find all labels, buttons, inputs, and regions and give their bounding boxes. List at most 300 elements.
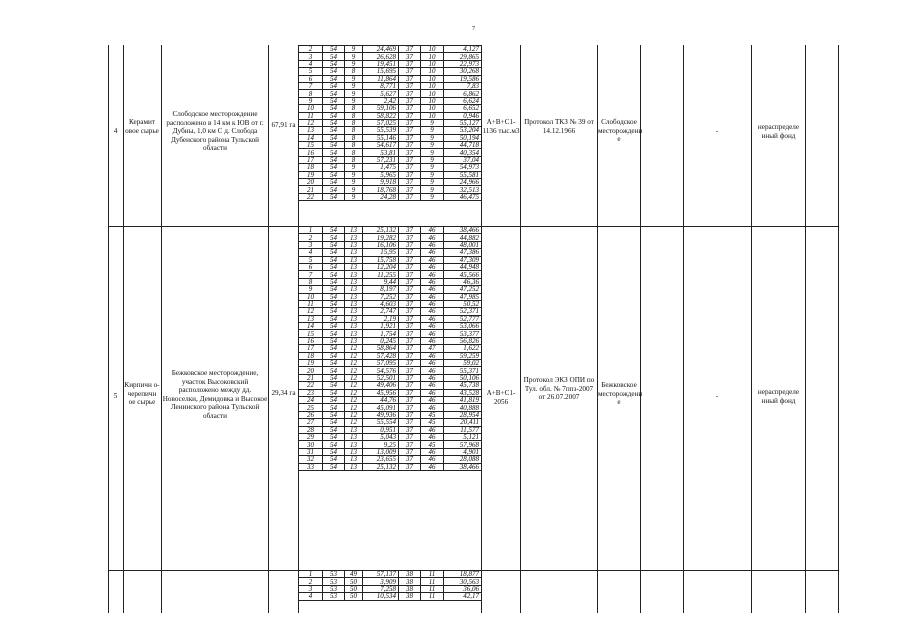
lon-minutes: 9 xyxy=(421,134,444,141)
lat-degrees: 54 xyxy=(323,396,345,403)
lon-degrees: 37 xyxy=(399,97,421,104)
coordinate-row xyxy=(299,593,482,600)
lat-seconds: 19,282 xyxy=(363,234,399,241)
lon-seconds: 37,04 xyxy=(444,156,482,163)
lat-degrees: 54 xyxy=(323,234,345,241)
lon-degrees: 37 xyxy=(399,278,421,285)
lat-degrees: 54 xyxy=(323,337,345,344)
lat-minutes: 12 xyxy=(345,404,363,411)
lat-degrees: 54 xyxy=(323,127,345,134)
lat-degrees: 54 xyxy=(323,60,345,67)
point-number: 17 xyxy=(299,156,323,163)
lat-minutes: 8 xyxy=(345,105,363,112)
lat-degrees: 54 xyxy=(323,345,345,352)
point-number: 16 xyxy=(299,149,323,156)
lon-seconds: 1,622 xyxy=(444,345,482,352)
lat-minutes: 13 xyxy=(345,263,363,270)
lon-seconds: 44,948 xyxy=(444,263,482,270)
lat-minutes: 13 xyxy=(345,308,363,315)
lat-degrees: 54 xyxy=(323,389,345,396)
lat-degrees: 54 xyxy=(323,68,345,75)
lon-degrees: 37 xyxy=(399,234,421,241)
point-number: 5 xyxy=(299,68,323,75)
coordinate-row xyxy=(299,382,482,389)
lat-seconds: 53,81 xyxy=(363,149,399,156)
lon-degrees: 37 xyxy=(399,186,421,193)
point-number: 4 xyxy=(299,593,323,600)
lat-minutes: 13 xyxy=(345,330,363,337)
lat-seconds: 15,95 xyxy=(363,249,399,256)
lat-minutes: 50 xyxy=(345,593,363,600)
lon-minutes: 46 xyxy=(421,352,444,359)
point-number: 11 xyxy=(299,112,323,119)
deposit-location: Слободское месторождение расположено в 14 км к ЮВ от г. Дубны, 1,0 км С д. Слобода Дубенского района Тульской области xyxy=(166,110,264,153)
coordinates-table-row5 xyxy=(298,226,482,471)
lon-seconds: 44,882 xyxy=(444,234,482,241)
coordinate-row xyxy=(299,263,482,270)
lat-minutes: 12 xyxy=(345,411,363,418)
lon-seconds: 56,826 xyxy=(444,337,482,344)
row-number: 5 xyxy=(113,392,118,400)
col-line xyxy=(838,45,839,613)
point-number: 1 xyxy=(299,571,323,578)
lat-degrees: 53 xyxy=(323,585,345,592)
lat-degrees: 54 xyxy=(323,448,345,455)
point-number: 14 xyxy=(299,323,323,330)
lat-minutes: 9 xyxy=(345,179,363,186)
lat-degrees: 54 xyxy=(323,119,345,126)
lon-degrees: 37 xyxy=(399,396,421,403)
lat-minutes: 12 xyxy=(345,345,363,352)
point-number: 19 xyxy=(299,171,323,178)
coordinate-row xyxy=(299,82,482,89)
mineral-type: Керамит овое сырье xyxy=(125,118,159,135)
coordinate-row xyxy=(299,46,482,53)
lon-degrees: 37 xyxy=(399,193,421,200)
lat-seconds: 12,204 xyxy=(363,263,399,270)
point-number: 21 xyxy=(299,374,323,381)
lat-minutes: 8 xyxy=(345,112,363,119)
lon-degrees: 37 xyxy=(399,249,421,256)
lat-degrees: 54 xyxy=(323,300,345,307)
lat-degrees: 54 xyxy=(323,367,345,374)
lat-minutes: 13 xyxy=(345,300,363,307)
lon-degrees: 37 xyxy=(399,433,421,440)
lon-degrees: 37 xyxy=(399,286,421,293)
fund-status: нераспределе нный фонд xyxy=(757,123,800,140)
lat-minutes: 13 xyxy=(345,337,363,344)
lon-degrees: 37 xyxy=(399,75,421,82)
coordinate-row xyxy=(299,234,482,241)
coordinate-row xyxy=(299,367,482,374)
lon-minutes: 46 xyxy=(421,286,444,293)
lat-degrees: 54 xyxy=(323,82,345,89)
lon-degrees: 37 xyxy=(399,360,421,367)
lat-minutes: 12 xyxy=(345,382,363,389)
point-number: 8 xyxy=(299,278,323,285)
lat-degrees: 54 xyxy=(323,97,345,104)
lon-seconds: 55,371 xyxy=(444,367,482,374)
lat-degrees: 54 xyxy=(323,164,345,171)
lon-minutes: 9 xyxy=(421,179,444,186)
lon-degrees: 38 xyxy=(399,585,421,592)
lon-minutes: 10 xyxy=(421,105,444,112)
lon-degrees: 37 xyxy=(399,60,421,67)
lat-minutes: 13 xyxy=(345,241,363,248)
coordinate-row xyxy=(299,433,482,440)
lat-degrees: 54 xyxy=(323,374,345,381)
point-number: 14 xyxy=(299,134,323,141)
lon-degrees: 37 xyxy=(399,337,421,344)
protocol-ref: Протокол ЭКЗ ОПИ по Тул. обл. № 7ппз-2007 от 26.07.2007 xyxy=(523,376,595,402)
fund-status: нераспределе нный фонд xyxy=(757,388,800,405)
lon-degrees: 37 xyxy=(399,374,421,381)
lon-degrees: 37 xyxy=(399,156,421,163)
lat-minutes: 13 xyxy=(345,227,363,234)
lon-seconds: 29,865 xyxy=(444,53,482,60)
lon-seconds: 11,577 xyxy=(444,426,482,433)
lon-minutes: 10 xyxy=(421,112,444,119)
lat-minutes: 8 xyxy=(345,134,363,141)
lon-minutes: 47 xyxy=(421,345,444,352)
lat-seconds: 57,025 xyxy=(363,119,399,126)
lat-seconds: 19,451 xyxy=(363,60,399,67)
point-number: 2 xyxy=(299,578,323,585)
lat-seconds: 0,951 xyxy=(363,426,399,433)
lon-minutes: 10 xyxy=(421,60,444,67)
lat-minutes: 8 xyxy=(345,156,363,163)
lat-degrees: 54 xyxy=(323,149,345,156)
point-number: 10 xyxy=(299,293,323,300)
lon-minutes: 9 xyxy=(421,149,444,156)
lon-degrees: 37 xyxy=(399,330,421,337)
lon-seconds: 20,411 xyxy=(444,419,482,426)
lon-degrees: 37 xyxy=(399,441,421,448)
lat-minutes: 12 xyxy=(345,374,363,381)
lon-seconds: 46,475 xyxy=(444,193,482,200)
lat-minutes: 13 xyxy=(345,323,363,330)
lon-degrees: 37 xyxy=(399,119,421,126)
lat-degrees: 54 xyxy=(323,278,345,285)
lat-seconds: 8,197 xyxy=(363,286,399,293)
lon-degrees: 38 xyxy=(399,578,421,585)
lat-seconds: 55,146 xyxy=(363,134,399,141)
lat-seconds: 11,255 xyxy=(363,271,399,278)
lon-seconds: 40,354 xyxy=(444,149,482,156)
lon-minutes: 45 xyxy=(421,441,444,448)
lon-seconds: 50,52 xyxy=(444,300,482,307)
lat-minutes: 49 xyxy=(345,571,363,578)
lon-minutes: 46 xyxy=(421,330,444,337)
lat-seconds: 25,132 xyxy=(363,463,399,470)
lat-seconds: 57,095 xyxy=(363,360,399,367)
lon-seconds: 6,862 xyxy=(444,90,482,97)
lat-degrees: 54 xyxy=(323,426,345,433)
coordinate-row xyxy=(299,308,482,315)
coordinate-row xyxy=(299,171,482,178)
lat-minutes: 9 xyxy=(345,60,363,67)
lon-degrees: 37 xyxy=(399,142,421,149)
lat-degrees: 54 xyxy=(323,142,345,149)
area-value: 29,34 га xyxy=(271,389,296,397)
lon-minutes: 45 xyxy=(421,419,444,426)
lon-seconds: 36,06 xyxy=(444,585,482,592)
lon-minutes: 46 xyxy=(421,323,444,330)
point-number: 12 xyxy=(299,308,323,315)
point-number: 12 xyxy=(299,119,323,126)
point-number: 15 xyxy=(299,142,323,149)
lat-minutes: 9 xyxy=(345,90,363,97)
lon-degrees: 37 xyxy=(399,134,421,141)
lon-degrees: 37 xyxy=(399,456,421,463)
lon-seconds: 6,624 xyxy=(444,97,482,104)
point-number: 24 xyxy=(299,396,323,403)
point-number: 7 xyxy=(299,271,323,278)
lon-degrees: 37 xyxy=(399,149,421,156)
lon-minutes: 46 xyxy=(421,241,444,248)
lat-degrees: 54 xyxy=(323,463,345,470)
lat-degrees: 54 xyxy=(323,315,345,322)
point-number: 20 xyxy=(299,179,323,186)
point-number: 10 xyxy=(299,105,323,112)
lon-minutes: 9 xyxy=(421,127,444,134)
lon-minutes: 46 xyxy=(421,278,444,285)
lat-minutes: 13 xyxy=(345,286,363,293)
lon-minutes: 9 xyxy=(421,142,444,149)
coordinate-row xyxy=(299,411,482,418)
point-number: 6 xyxy=(299,75,323,82)
lat-minutes: 13 xyxy=(345,256,363,263)
lon-seconds: 41,819 xyxy=(444,396,482,403)
lat-seconds: 23,655 xyxy=(363,456,399,463)
lat-seconds: 2,19 xyxy=(363,315,399,322)
lon-degrees: 37 xyxy=(399,227,421,234)
lon-degrees: 37 xyxy=(399,404,421,411)
point-number: 4 xyxy=(299,60,323,67)
lat-degrees: 54 xyxy=(323,134,345,141)
coordinate-row xyxy=(299,60,482,67)
coordinate-row xyxy=(299,105,482,112)
lat-degrees: 53 xyxy=(323,571,345,578)
coordinate-row xyxy=(299,97,482,104)
lon-seconds: 47,985 xyxy=(444,293,482,300)
lat-seconds: 44,76 xyxy=(363,396,399,403)
lat-degrees: 54 xyxy=(323,419,345,426)
coordinate-row xyxy=(299,271,482,278)
coordinate-row xyxy=(299,419,482,426)
lon-minutes: 10 xyxy=(421,97,444,104)
lon-minutes: 46 xyxy=(421,337,444,344)
lat-seconds: 15,758 xyxy=(363,256,399,263)
lon-minutes: 10 xyxy=(421,46,444,53)
lat-seconds: 45,091 xyxy=(363,404,399,411)
lon-minutes: 46 xyxy=(421,308,444,315)
lat-seconds: 54,576 xyxy=(363,367,399,374)
lon-minutes: 46 xyxy=(421,426,444,433)
lon-seconds: 32,513 xyxy=(444,186,482,193)
lon-minutes: 46 xyxy=(421,382,444,389)
lat-seconds: 9,44 xyxy=(363,278,399,285)
lon-seconds: 47,309 xyxy=(444,256,482,263)
lon-seconds: 50,194 xyxy=(444,134,482,141)
lon-degrees: 37 xyxy=(399,463,421,470)
lat-degrees: 54 xyxy=(323,156,345,163)
lon-minutes: 46 xyxy=(421,456,444,463)
lat-seconds: 9,918 xyxy=(363,179,399,186)
lat-seconds: 5,627 xyxy=(363,90,399,97)
lon-seconds: 44,718 xyxy=(444,142,482,149)
coordinate-row xyxy=(299,149,482,156)
lon-seconds: 55,581 xyxy=(444,171,482,178)
coordinate-row xyxy=(299,193,482,200)
lat-degrees: 53 xyxy=(323,593,345,600)
coordinate-row xyxy=(299,448,482,455)
lon-minutes: 46 xyxy=(421,227,444,234)
coordinate-row xyxy=(299,463,482,470)
coordinate-row xyxy=(299,456,482,463)
lat-minutes: 8 xyxy=(345,149,363,156)
lon-degrees: 37 xyxy=(399,171,421,178)
lat-degrees: 54 xyxy=(323,263,345,270)
lon-minutes: 46 xyxy=(421,396,444,403)
lon-seconds: 55,127 xyxy=(444,119,482,126)
lat-minutes: 9 xyxy=(345,171,363,178)
point-number: 31 xyxy=(299,448,323,455)
lon-degrees: 37 xyxy=(399,82,421,89)
lat-seconds: 57,428 xyxy=(363,352,399,359)
point-number: 11 xyxy=(299,300,323,307)
lat-degrees: 54 xyxy=(323,112,345,119)
coordinate-row xyxy=(299,374,482,381)
lat-degrees: 54 xyxy=(323,171,345,178)
lon-degrees: 37 xyxy=(399,308,421,315)
lon-minutes: 46 xyxy=(421,367,444,374)
lat-seconds: 57,231 xyxy=(363,156,399,163)
lon-degrees: 37 xyxy=(399,345,421,352)
coordinate-row xyxy=(299,337,482,344)
lat-minutes: 9 xyxy=(345,53,363,60)
lat-minutes: 8 xyxy=(345,68,363,75)
lat-degrees: 54 xyxy=(323,433,345,440)
lat-seconds: 45,956 xyxy=(363,389,399,396)
point-number: 2 xyxy=(299,46,323,53)
lat-minutes: 50 xyxy=(345,578,363,585)
lon-degrees: 37 xyxy=(399,448,421,455)
point-number: 25 xyxy=(299,404,323,411)
lon-degrees: 37 xyxy=(399,127,421,134)
coordinate-row xyxy=(299,315,482,322)
lon-minutes: 46 xyxy=(421,389,444,396)
lon-seconds: 6,652 xyxy=(444,105,482,112)
point-number: 4 xyxy=(299,249,323,256)
coordinate-row xyxy=(299,278,482,285)
lat-seconds: 58,822 xyxy=(363,112,399,119)
lat-degrees: 54 xyxy=(323,241,345,248)
coordinate-row xyxy=(299,389,482,396)
lon-seconds: 7,83 xyxy=(444,82,482,89)
lat-minutes: 12 xyxy=(345,367,363,374)
lon-minutes: 10 xyxy=(421,90,444,97)
lon-seconds: 40,888 xyxy=(444,404,482,411)
lat-degrees: 54 xyxy=(323,411,345,418)
lat-minutes: 12 xyxy=(345,389,363,396)
lon-degrees: 37 xyxy=(399,367,421,374)
lon-minutes: 46 xyxy=(421,315,444,322)
coordinate-row xyxy=(299,441,482,448)
coordinate-row xyxy=(299,156,482,163)
lat-minutes: 13 xyxy=(345,249,363,256)
lon-degrees: 37 xyxy=(399,315,421,322)
coordinate-row xyxy=(299,112,482,119)
coordinate-row xyxy=(299,571,482,578)
coordinates-table-row4 xyxy=(298,45,482,201)
point-number: 22 xyxy=(299,193,323,200)
lat-seconds: 15,695 xyxy=(363,68,399,75)
lon-minutes: 9 xyxy=(421,171,444,178)
lon-degrees: 37 xyxy=(399,323,421,330)
lat-degrees: 54 xyxy=(323,293,345,300)
lat-degrees: 54 xyxy=(323,75,345,82)
deposit-name: Слободское месторождени е xyxy=(598,118,643,144)
area-value: 67,91 га xyxy=(271,121,296,129)
lon-degrees: 37 xyxy=(399,179,421,186)
coordinate-row xyxy=(299,186,482,193)
lat-minutes: 8 xyxy=(345,127,363,134)
lon-seconds: 57,968 xyxy=(444,441,482,448)
coordinate-row xyxy=(299,426,482,433)
lon-minutes: 9 xyxy=(421,119,444,126)
lon-minutes: 46 xyxy=(421,448,444,455)
lon-seconds: 53,066 xyxy=(444,323,482,330)
lon-degrees: 38 xyxy=(399,593,421,600)
lat-degrees: 54 xyxy=(323,256,345,263)
lon-seconds: 4,901 xyxy=(444,448,482,455)
lat-degrees: 54 xyxy=(323,323,345,330)
lat-minutes: 12 xyxy=(345,360,363,367)
lat-seconds: 5,043 xyxy=(363,433,399,440)
coordinate-row xyxy=(299,256,482,263)
lon-minutes: 9 xyxy=(421,156,444,163)
lon-seconds: 38,466 xyxy=(444,463,482,470)
lon-seconds: 54,973 xyxy=(444,164,482,171)
lat-degrees: 54 xyxy=(323,53,345,60)
point-number: 6 xyxy=(299,263,323,270)
coordinate-row xyxy=(299,345,482,352)
lat-minutes: 9 xyxy=(345,46,363,53)
coordinate-row xyxy=(299,585,482,592)
lat-seconds: 7,252 xyxy=(363,293,399,300)
lat-seconds: 49,936 xyxy=(363,411,399,418)
lat-minutes: 12 xyxy=(345,419,363,426)
lon-minutes: 10 xyxy=(421,53,444,60)
lat-degrees: 54 xyxy=(323,186,345,193)
lon-minutes: 46 xyxy=(421,433,444,440)
coordinate-row xyxy=(299,53,482,60)
point-number: 18 xyxy=(299,164,323,171)
coordinate-row xyxy=(299,119,482,126)
point-number: 9 xyxy=(299,286,323,293)
col-line xyxy=(268,45,269,613)
lon-degrees: 37 xyxy=(399,105,421,112)
lat-seconds: 59,106 xyxy=(363,105,399,112)
lat-degrees: 54 xyxy=(323,441,345,448)
lon-seconds: 59,259 xyxy=(444,352,482,359)
lon-seconds: 45,738 xyxy=(444,382,482,389)
coordinate-row xyxy=(299,352,482,359)
lat-seconds: 52,501 xyxy=(363,374,399,381)
mineral-type: Кирпичн о-черепичн ое сырье xyxy=(124,381,160,407)
protocol-ref: Протокол ТКЗ № 39 от 14.12.1966 xyxy=(524,118,594,135)
